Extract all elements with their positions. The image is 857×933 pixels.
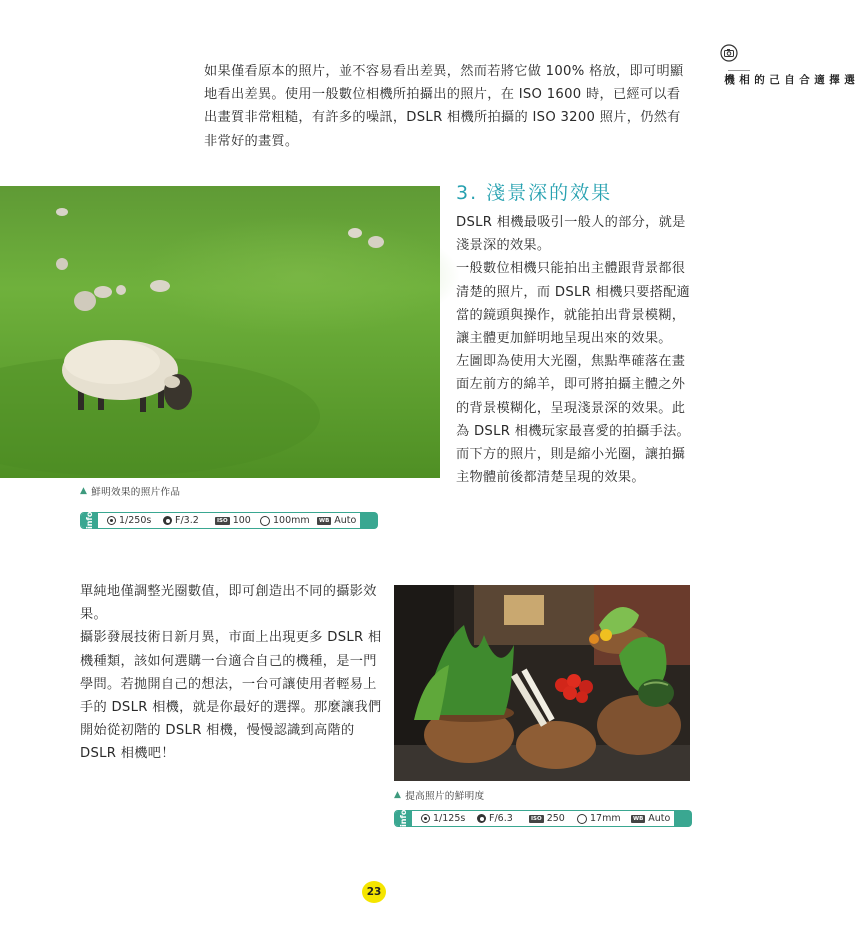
sheep-photo-caption xyxy=(80,484,180,498)
aperture-setting xyxy=(163,515,199,526)
caption-text: 提高照片的鮮明度 xyxy=(405,791,485,802)
aperture-value: F/6.3 xyxy=(489,813,513,824)
info-tag: info xyxy=(81,513,98,528)
focal-setting xyxy=(577,813,621,824)
wb-setting xyxy=(317,515,356,526)
info-bar-end-cap xyxy=(360,512,378,529)
aperture-icon xyxy=(163,516,172,525)
caption-triangle-icon: ▲ xyxy=(394,790,402,800)
section-paragraph: 左圖即為使用大光圈，焦點準確落在畫面左前方的綿羊，即可將拍攝主體之外的背景模糊化，呈現淺景深的效果。此為 DSLR 相機玩家最喜愛的拍攝手法。而下方的照片，則是縮小光圈，讓拍攝主物體前後都清楚呈現的效果。 xyxy=(456,354,691,486)
iso-icon: ISO xyxy=(531,815,542,822)
wb-value: Auto xyxy=(334,515,357,526)
vegetable-photo-caption xyxy=(394,788,484,802)
wb-setting xyxy=(631,813,670,824)
iso-setting xyxy=(215,515,251,526)
section-body xyxy=(456,211,692,489)
aperture-value: F/3.2 xyxy=(175,515,199,526)
info-tag: info xyxy=(395,811,412,826)
shutter-value: 1/125s xyxy=(433,813,466,824)
aperture-icon xyxy=(477,814,486,823)
focal-value: 17mm xyxy=(590,813,621,824)
wb-value: Auto xyxy=(648,813,671,824)
camera-logo-icon xyxy=(720,44,738,62)
body-text-left xyxy=(80,580,382,766)
caption-triangle-icon: ▲ xyxy=(80,486,88,496)
shutter-icon xyxy=(107,516,116,525)
focal-length-icon xyxy=(260,516,270,526)
section-title: 3. 淺景深的效果 xyxy=(456,182,613,204)
iso-value: 100 xyxy=(232,515,251,526)
aperture-setting xyxy=(477,813,513,824)
intro-paragraph: 如果僅看原本的照片，並不容易看出差異，然而若將它做 100% 格放，即可明顯地看出差異。使用一般數位相機所拍攝出的照片，在 ISO 1600 時，已經可以看出畫質非常粗糙，有許多的噪訊，DSLR 相機所拍攝的 ISO 3200 照片，仍然有非常好的畫質。 xyxy=(204,64,684,149)
focal-value: 100mm xyxy=(273,515,310,526)
white-balance-icon: WB xyxy=(633,815,644,822)
info-bar-end-cap xyxy=(674,810,692,827)
section-paragraph: DSLR 相機最吸引一般人的部分，就是淺景深的效果。 xyxy=(456,215,686,254)
iso-icon: ISO xyxy=(217,517,228,524)
camera-settings-bar xyxy=(394,810,691,827)
caption-text: 鮮明效果的照片作品 xyxy=(91,487,181,498)
iso-value: 250 xyxy=(546,813,565,824)
shutter-value: 1/250s xyxy=(119,515,152,526)
focal-setting xyxy=(260,515,310,526)
vegetable-photo xyxy=(394,585,690,781)
page-number: 23 xyxy=(362,881,386,903)
section-paragraph: 一般數位相機只能拍出主體跟背景都很清楚的照片，而 DSLR 相機只要搭配適當的鏡頭與操作，就能拍出背景模糊，讓主體更加鮮明地呈現出來的效果。 xyxy=(456,261,691,347)
shutter-setting xyxy=(421,813,465,824)
body-paragraph: 單純地僅調整光圈數值，即可創造出不同的攝影效果。 xyxy=(80,584,377,623)
chapter-title: 選擇適合自己的相機 xyxy=(723,74,855,86)
iso-setting xyxy=(529,813,565,824)
sheep-photo xyxy=(0,186,440,478)
white-balance-icon: WB xyxy=(319,517,330,524)
body-paragraph: 攝影發展技術日新月異，市面上出現更多 DSLR 相機種類，該如何選購一台適合自己的機種，是一門學問。若拋開自己的想法，一台可讓使用者輕易上手的 DSLR 相機，就是你最好的選擇。那麼讓我們開始從初階的 DSLR 相機，慢慢認識到高階的 DSLR 相機吧！ xyxy=(80,630,382,762)
shutter-setting xyxy=(107,515,151,526)
side-tab-divider xyxy=(728,70,750,71)
shutter-icon xyxy=(421,814,430,823)
camera-settings-bar xyxy=(80,512,377,529)
focal-length-icon xyxy=(577,814,587,824)
